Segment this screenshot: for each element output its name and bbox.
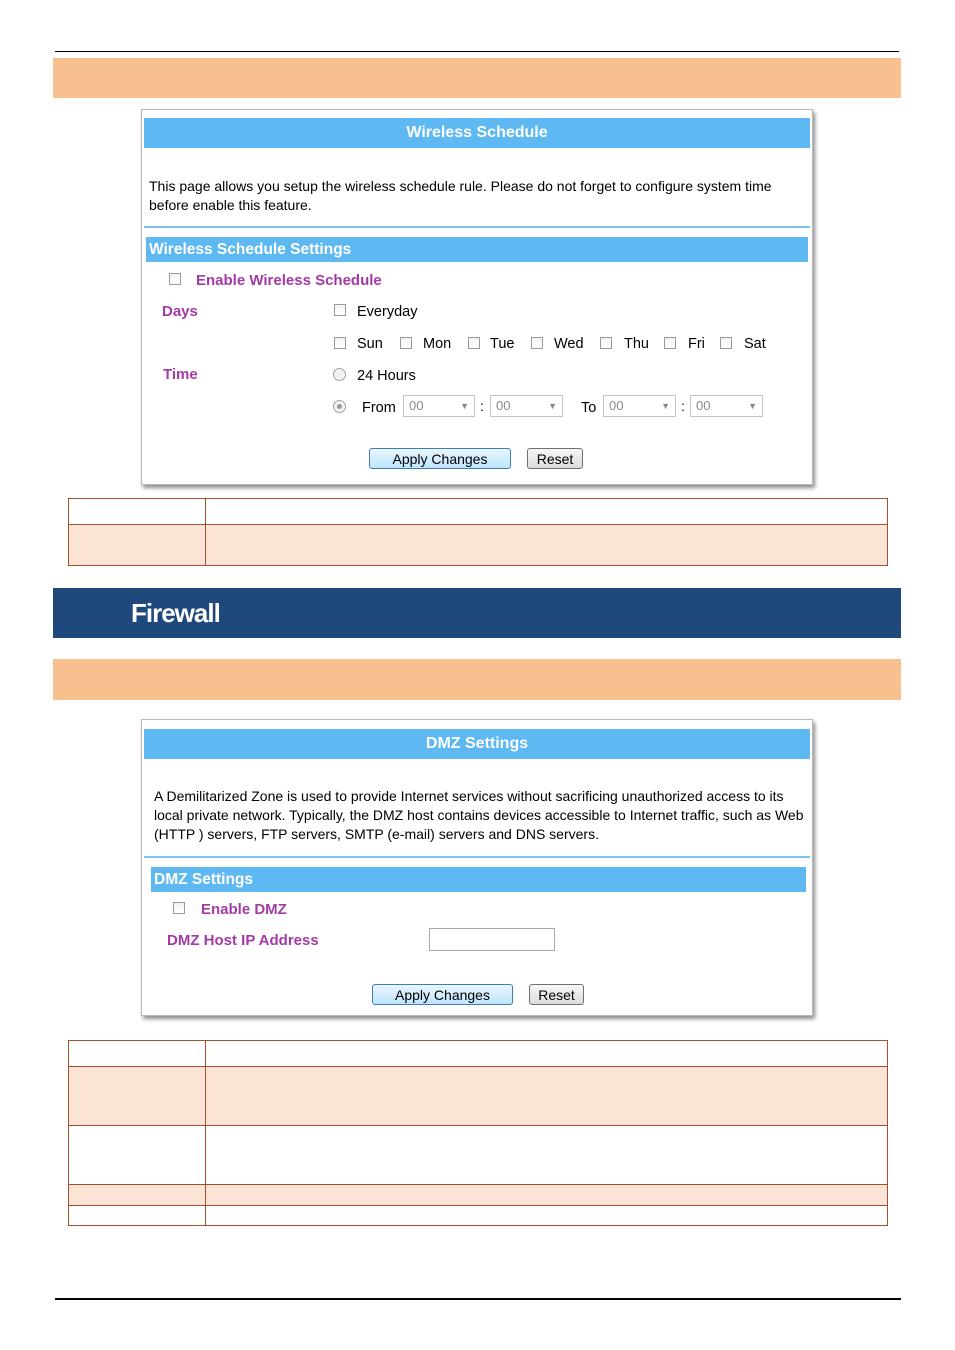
to-minute-value: 00 bbox=[696, 398, 711, 413]
table-row bbox=[69, 1185, 888, 1206]
from-to-radio[interactable] bbox=[333, 400, 346, 413]
apply-changes-button[interactable]: Apply Changes bbox=[372, 984, 513, 1005]
day-tue-label: Tue bbox=[490, 336, 515, 352]
table-row bbox=[69, 525, 888, 566]
top-rule bbox=[55, 51, 899, 52]
from-label: From bbox=[362, 400, 396, 416]
orange-heading-bar-2 bbox=[53, 659, 901, 700]
section-title: Firewall bbox=[131, 598, 220, 628]
day-thu-label: Thu bbox=[624, 336, 649, 352]
dmz-description: A Demilitarized Zone is used to provide Internet services without sacrificing unauthorized access to its local private network. Typically, the DMZ host contains devices accessible to Internet traffic, such as Web (HTTP ) servers, FTP servers, SMTP (e-mail) servers and DNS servers. bbox=[154, 788, 804, 842]
day-thu-checkbox[interactable] bbox=[600, 337, 612, 349]
table-row bbox=[69, 499, 888, 525]
to-hour-select[interactable] bbox=[603, 395, 676, 417]
from-minute-value: 00 bbox=[496, 398, 511, 413]
separator bbox=[144, 856, 810, 858]
day-wed-label: Wed bbox=[554, 336, 584, 352]
enable-wireless-schedule-checkbox[interactable] bbox=[169, 273, 181, 285]
enable-dmz-label: Enable DMZ bbox=[201, 901, 287, 918]
bottom-rule bbox=[55, 1298, 901, 1300]
day-wed-checkbox[interactable] bbox=[531, 337, 543, 349]
separator bbox=[144, 226, 810, 228]
wireless-schedule-panel bbox=[141, 109, 813, 485]
to-hour-value: 00 bbox=[609, 398, 624, 413]
wireless-schedule-description: This page allows you setup the wireless schedule rule. Please do not forget to configure system time before enable this feature. bbox=[149, 178, 772, 213]
chevron-down-icon: ▼ bbox=[548, 401, 557, 411]
chevron-down-icon: ▼ bbox=[661, 401, 670, 411]
dmz-host-ip-input[interactable] bbox=[429, 928, 555, 951]
description-table-2 bbox=[68, 1040, 888, 1226]
day-sat-label: Sat bbox=[744, 336, 766, 352]
day-fri-label: Fri bbox=[688, 336, 705, 352]
day-tue-checkbox[interactable] bbox=[468, 337, 480, 349]
chevron-down-icon: ▼ bbox=[748, 401, 757, 411]
table-row bbox=[69, 1206, 888, 1226]
day-mon-checkbox[interactable] bbox=[400, 337, 412, 349]
everyday-checkbox[interactable] bbox=[334, 304, 346, 316]
section-bar bbox=[53, 588, 901, 638]
dmz-host-ip-label: DMZ Host IP Address bbox=[167, 932, 319, 949]
24-hours-radio[interactable] bbox=[333, 368, 346, 381]
apply-changes-button[interactable]: Apply Changes bbox=[369, 448, 511, 469]
wireless-schedule-title: Wireless Schedule bbox=[144, 118, 810, 148]
dmz-title: DMZ Settings bbox=[144, 729, 810, 759]
from-hour-select[interactable] bbox=[403, 395, 475, 417]
24-hours-label: 24 Hours bbox=[357, 368, 416, 384]
reset-button[interactable]: Reset bbox=[529, 984, 584, 1005]
from-colon: : bbox=[480, 398, 484, 414]
dmz-settings-panel bbox=[141, 719, 813, 1016]
table-row bbox=[69, 1067, 888, 1126]
table-row bbox=[69, 1041, 888, 1067]
orange-heading-bar-1 bbox=[53, 58, 901, 98]
enable-dmz-checkbox[interactable] bbox=[173, 902, 185, 914]
day-mon-label: Mon bbox=[423, 336, 452, 352]
from-minute-select[interactable] bbox=[490, 395, 563, 417]
to-label: To bbox=[581, 400, 597, 416]
day-sun-label: Sun bbox=[357, 336, 383, 352]
to-colon: : bbox=[681, 398, 685, 414]
reset-button[interactable]: Reset bbox=[527, 448, 583, 469]
from-hour-value: 00 bbox=[409, 398, 424, 413]
day-fri-checkbox[interactable] bbox=[664, 337, 676, 349]
time-label: Time bbox=[163, 366, 198, 383]
days-label: Days bbox=[162, 303, 198, 320]
description-table-1 bbox=[68, 498, 888, 566]
to-minute-select[interactable] bbox=[690, 395, 763, 417]
enable-wireless-schedule-label: Enable Wireless Schedule bbox=[196, 272, 382, 289]
dmz-settings-header: DMZ Settings bbox=[151, 867, 806, 892]
everyday-label: Everyday bbox=[357, 304, 418, 320]
table-row bbox=[69, 1126, 888, 1185]
chevron-down-icon: ▼ bbox=[460, 401, 469, 411]
wireless-schedule-settings-header: Wireless Schedule Settings bbox=[146, 237, 808, 262]
day-sun-checkbox[interactable] bbox=[334, 337, 346, 349]
day-sat-checkbox[interactable] bbox=[720, 337, 732, 349]
